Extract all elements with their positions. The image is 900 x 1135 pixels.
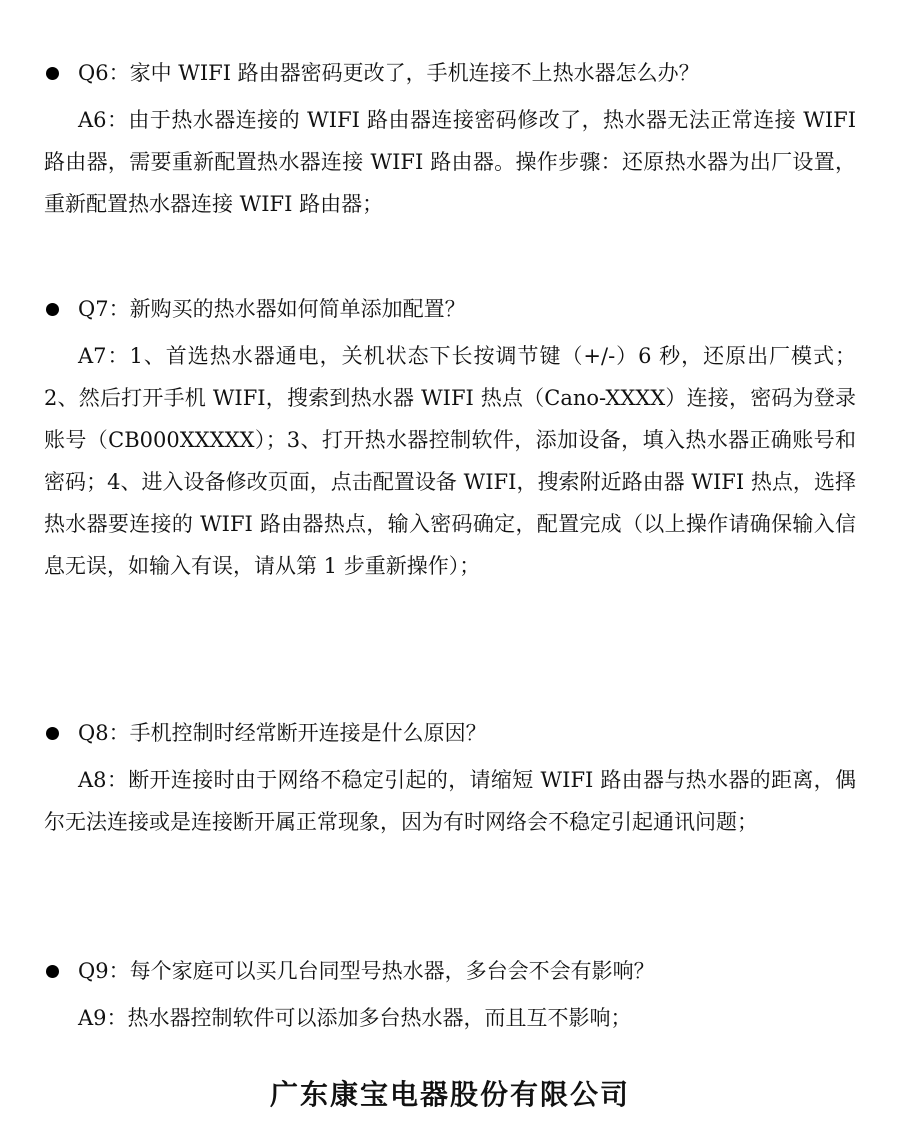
faq-answer: A7：1、首选热水器通电，关机状态下长按调节键（+/-）6 秒，还原出厂模式；2、然后打开手机 WIFI，搜索到热水器 WIFI 热点（Cano-XXXX）连接，密码为登录账号（CB000XXXXX）；3、打开热水器控制软件，添加设备，填入热水器正确账号和密码；4、进入设备修改页面，点击配置设备 WIFI，搜索附近路由器 WIFI 热点，选择热水器要连接的 WIFI 路由器热点，输入密码确定，配置完成（以上操作请确保输入信息无误，如输入有误，请从第 1 步重新操作）； [44,344,856,578]
faq-answer: A8：断开连接时由于网络不稳定引起的，请缩短 WIFI 路由器与热水器的距离，偶尔无法连接或是连接断开属正常现象，因为有时网络会不稳定引起通讯问题； [44,768,856,834]
bullet-icon [46,67,59,80]
company-name: 广东康宝电器股份有限公司 [269,1078,630,1111]
bullet-icon [46,303,59,316]
bullet-icon [46,727,59,740]
faq-question-text: Q8：手机控制时经常断开连接是什么原因？ [78,721,487,745]
faq-question-text: Q6：家中 WIFI 路由器密码更改了，手机连接不上热水器怎么办？ [78,61,700,85]
faq-question [44,58,860,88]
bullet-icon [46,965,59,978]
faq-item-q9 [44,956,860,1039]
faq-question [44,294,860,324]
faq-question-text: Q9：每个家庭可以买几台同型号热水器，多台会不会有影响？ [78,959,655,983]
faq-answer: A6：由于热水器连接的 WIFI 路由器连接密码修改了，热水器无法正常连接 WIFI 路由器，需要重新配置热水器连接 WIFI 路由器。操作步骤：还原热水器为出厂设置，重新配置热水器连接 WIFI 路由器； [44,108,856,216]
faq-question [44,718,860,748]
faq-item-q6 [44,58,860,225]
faq-item-q7 [44,294,860,587]
faq-item-q8 [44,718,860,843]
faq-answer: A9：热水器控制软件可以添加多台热水器，而且互不影响； [78,1006,632,1030]
faq-question [44,956,860,986]
faq-question-text: Q7：新购买的热水器如何简单添加配置？ [78,297,466,321]
